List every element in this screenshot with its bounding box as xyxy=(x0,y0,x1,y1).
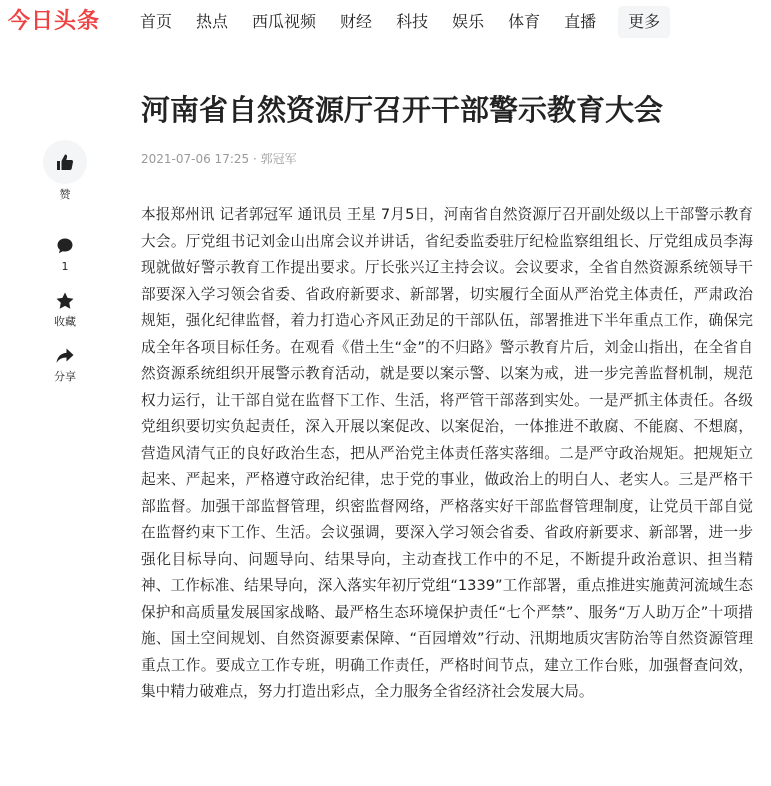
nav-more-button[interactable]: 更多 xyxy=(618,6,670,38)
nav-item-finance[interactable]: 财经 xyxy=(340,12,373,31)
like-button[interactable] xyxy=(38,140,92,202)
comment-icon xyxy=(56,237,74,255)
article-content xyxy=(141,88,753,706)
like-icon-wrapper xyxy=(43,140,87,184)
toutiao-logo[interactable]: 今日头条 xyxy=(8,9,101,34)
share-button[interactable] xyxy=(38,346,92,384)
like-label: 赞 xyxy=(59,188,71,201)
share-icon-wrapper xyxy=(55,346,75,366)
comment-icon-wrapper xyxy=(55,236,75,256)
nav-item-hot[interactable]: 热点 xyxy=(196,12,229,31)
favorite-icon-wrapper xyxy=(55,291,75,311)
top-navigation-bar xyxy=(0,0,771,44)
share-icon xyxy=(55,346,75,366)
article-body: 本报郑州讯 记者郭冠军 通讯员 王星 7月5日，河南省自然资源厅召开副处级以上干部警示教育大会。厅党组书记刘金山出席会议并讲话，省纪委监委驻厅纪检监察组组长、厅党组成员李海现就做好警示教育工作提出要求。厅长张兴辽主持会议。会议要求，全省自然资源系统领导干部要深入学习领会省委、省政府新要求、新部署，切实履行全面从严治党主体责任，严肃政治规矩，强化纪律监督，着力打造心齐风正劲足的干部队伍，部署推进下半年重点工作，确保完成全年各项目标任务。在观看《借土生“金”的不归路》警示教育片后，刘金山指出，在全省自然资源系统组织开展警示教育活动，就是要以案示警、以案为戒，进一步完善监督机制，规范权力运行，让干部自觉在监督下工作、生活，将严管干部落到实处。一是严抓主体责任。各级党组织要切实负起责任，深入开展以案促改、以案促治，一体推进不敢腐、不能腐、不想腐，营造风清气正的良好政治生态，把从严治党主体责任落实落细。二是严守政治规矩。把规矩立起来、严起来，严格遵守政治纪律，忠于党的事业，做政治上的明白人、老实人。三是严格干部监督。加强干部监督管理，织密监督网络，严格落实好干部监督管理制度，让党员干部自觉在监督约束下工作、生活。会议强调，要深入学习领会省委、省政府新要求、新部署，进一步强化目标导向、问题导向、结果导向，主动查找工作中的不足，不断提升政治意识、担当精神、工作标准、结果导向，深入落实年初厅党组“1339”工作部署，重点推进实施黄河流域生态保护和高质量发展国家战略、最严格生态环境保护责任“七个严禁”、服务“万人助万企”十项措施、国土空间规划、自然资源要素保障、“百园增效”行动、汛期地质灾害防治等自然资源管理重点工作。要成立工作专班，明确工作责任，严格时间节点，建立工作台账，加强督查问效，集中精力破难点，努力打造出彩点，全力服务全省经济社会发展大局。 xyxy=(141,206,753,700)
share-label: 分享 xyxy=(54,370,76,383)
comment-count: 1 xyxy=(61,260,69,273)
thumbs-up-icon xyxy=(55,152,75,172)
comment-button[interactable] xyxy=(38,236,92,274)
main-nav xyxy=(128,6,670,38)
nav-item-home[interactable]: 首页 xyxy=(140,12,173,31)
favorite-button[interactable] xyxy=(38,291,92,329)
star-icon xyxy=(55,291,75,311)
article-title: 河南省自然资源厅召开干部警示教育大会 xyxy=(141,93,664,127)
nav-item-entertainment[interactable]: 娱乐 xyxy=(452,12,485,31)
nav-item-tech[interactable]: 科技 xyxy=(396,12,429,31)
nav-item-sports[interactable]: 体育 xyxy=(508,12,541,31)
article-meta: 2021-07-06 17:25 · 郭冠军 xyxy=(141,152,297,166)
favorite-label: 收藏 xyxy=(54,315,76,328)
nav-item-xigua-video[interactable]: 西瓜视频 xyxy=(252,12,317,31)
nav-item-live[interactable]: 直播 xyxy=(564,12,597,31)
